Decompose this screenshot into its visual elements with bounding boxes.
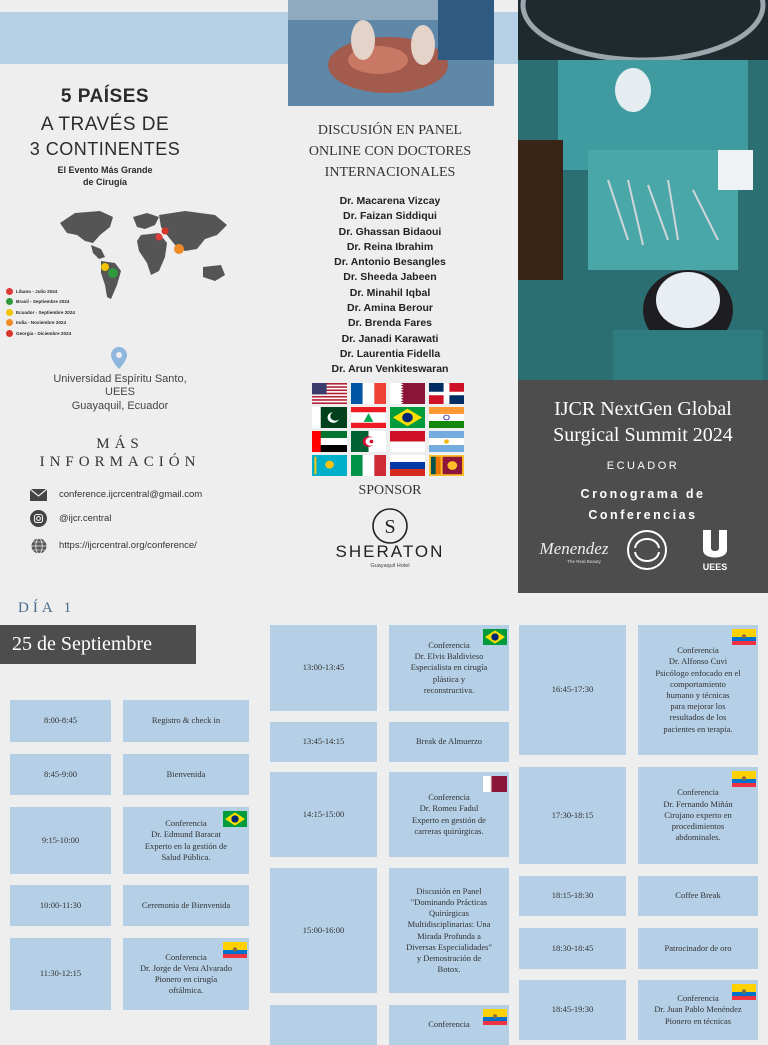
legend-label: Ecuador - Septiembre 2024 (16, 309, 75, 315)
schedule-event-line: y Demostración de (416, 952, 482, 963)
schedule-event-cell (123, 885, 249, 926)
schedule-event-cell (389, 625, 509, 711)
schedule-event-cell (638, 767, 758, 864)
legend-flag-icon (6, 330, 13, 337)
doctor-name: Dr. Antonio Besangles (334, 256, 446, 269)
menendez-logo-text: Menendez (539, 539, 609, 558)
legend-item (6, 286, 116, 297)
schedule-event-line: Ceremonia de Bienvenida (141, 899, 231, 910)
schedule-event-line: Cirujano experto en (664, 809, 732, 820)
tagline-line-2: de Cirugía (82, 177, 127, 187)
address-line-2: UEES (105, 386, 135, 398)
flag-ecuador-icon (483, 1009, 507, 1025)
schedule-event-line: Conferencia (165, 951, 207, 962)
schedule-time: 13:00-13:45 (302, 662, 345, 673)
schedule-time-cell (519, 980, 626, 1040)
flag-russia-icon (390, 455, 425, 476)
contact-website-text[interactable]: https://ijcrcentral.org/conference/ (59, 540, 197, 551)
sponsor-subtitle: Guayaquil Hotel (370, 563, 410, 569)
doctor-name: Dr. Reina Ibrahim (346, 240, 434, 253)
flag-qatar-icon (483, 776, 507, 792)
schedule-event-line: Conferencia (677, 787, 719, 798)
schedule-event-line: Dr. Edmund Baracat (151, 829, 221, 840)
schedule-event-line: Botox. (437, 964, 461, 975)
schedule-time-cell (10, 807, 111, 874)
flag-italy-icon (351, 455, 386, 476)
schedule-event-line: Coffee Break (675, 890, 721, 901)
schedule-event-cell (123, 807, 249, 874)
summit-title (526, 396, 760, 448)
legend-flag-icon (6, 298, 13, 305)
schedule-event-line: Dr. Romeu Fadul (419, 803, 479, 814)
schedule-event-line: Registro & check in (151, 715, 221, 726)
schedule-time-cell (10, 885, 111, 926)
event-legend (6, 286, 116, 339)
summit-country: ECUADOR (606, 460, 680, 472)
panel-discussion-title (290, 120, 490, 183)
schedule-time: 18:30-18:45 (551, 942, 594, 953)
schedule-heading-line-2: Conferencias (588, 508, 698, 522)
flag-ecuador-icon (223, 942, 247, 958)
doctor-name: Dr. Laurentia Fidella (339, 347, 441, 360)
panel-title-line-2: ONLINE CON DOCTORES (308, 144, 472, 159)
schedule-event-line: Conferencia (677, 645, 719, 656)
schedule-event-line: carreras quirúrgicas. (414, 825, 484, 836)
legend-flag-icon (6, 288, 13, 295)
schedule-event-line: Mirada Profunda a (417, 930, 481, 941)
headline-countries: 5 PAÍSES (60, 86, 150, 107)
doctor-name: Dr. Minahil Iqbal (349, 286, 431, 299)
doctor-list (290, 194, 490, 378)
schedule-event-line: Dr. Jorge de Vera Alvarado (140, 962, 232, 973)
schedule-event-line: procedimientos (671, 821, 725, 832)
circles-logo-icon (625, 528, 669, 572)
schedule-event-line: Pionero en técnicas (664, 1015, 732, 1026)
contact-email-text[interactable]: conference.ijcrcentral@gmail.com (59, 489, 203, 500)
schedule-event-line: Conferencia (165, 818, 207, 829)
flag-qatar-icon (390, 383, 425, 404)
schedule-time-cell (270, 868, 377, 993)
schedule-event-line: Conferencia (428, 792, 470, 803)
contact-email[interactable] (30, 487, 202, 502)
schedule-event-line: Especialista en cirugía (410, 662, 488, 673)
legend-label: Libano - Julio 2024 (16, 288, 58, 294)
legend-flag-icon (6, 319, 13, 326)
schedule-event-cell (638, 625, 758, 755)
legend-label: Georgia - Diciembre 2024 (16, 330, 72, 336)
legend-item (6, 307, 116, 318)
flag-brazil-icon (223, 811, 247, 827)
schedule-time-cell (10, 754, 111, 795)
summit-title-line-1: IJCR NextGen Global (554, 398, 732, 420)
sponsor-label: SPONSOR (358, 483, 422, 498)
flag-argentina-icon (429, 431, 464, 452)
flag-dominican-republic-icon (429, 383, 464, 404)
doctor-name: Dr. Arun Venkiteswaran (331, 363, 449, 376)
doctor-name: Dr. Macarena Vizcay (339, 195, 441, 207)
flag-kazakhstan-icon (312, 455, 347, 476)
schedule-time-cell (519, 876, 626, 916)
schedule-event-line: Patrocinador de oro (664, 942, 732, 953)
schedule-event-cell (638, 876, 758, 916)
schedule-event-line: Dr. Alfonso Cuvi (668, 656, 728, 667)
schedule-time: 15:00-16:00 (302, 924, 345, 935)
legend-item (6, 328, 116, 339)
schedule-event-line: para mejorar los (670, 701, 726, 712)
schedule-time: 18:45-19:30 (551, 1004, 594, 1015)
schedule-event-line: Dr. Elvis Baldivieso (414, 651, 484, 662)
schedule-time-cell (270, 722, 377, 762)
panel-title-line-3: INTERNACIONALES (324, 165, 456, 180)
uees-logo (695, 528, 735, 572)
flag-uae-icon (312, 431, 347, 452)
flag-sri-lanka-icon (429, 455, 464, 476)
doctor-name: Dr. Amina Berour (347, 302, 433, 315)
day-label: DÍA 1 (18, 600, 76, 616)
flag-brazil-icon (483, 629, 507, 645)
schedule-event-line: Conferencia (428, 1019, 470, 1030)
more-info-heading (20, 435, 220, 471)
address-line-1: Universidad Espíritu Santo, (53, 373, 187, 385)
doctor-name: Dr. Faizan Siddiqui (343, 210, 437, 223)
schedule-event-line: Conferencia (428, 639, 470, 650)
sponsor-name: SHERATON (335, 542, 445, 561)
flag-algeria-icon (351, 431, 386, 452)
schedule-event-line: oftálmica. (168, 985, 204, 996)
schedule-event-line: Dr. Juan Pablo Menéndez (654, 1004, 742, 1015)
flag-indonesia-icon (390, 431, 425, 452)
schedule-event-line: pacientes en terapia. (663, 723, 733, 734)
schedule-event-cell (389, 772, 509, 857)
schedule-event-line: Psicólogo enfocado en el (655, 667, 741, 678)
schedule-event-line: plástica y (432, 673, 466, 684)
headline-continents: 3 CONTINENTES (29, 139, 181, 159)
menendez-logo (532, 530, 616, 570)
flag-lebanon-icon (351, 407, 386, 428)
tagline-line-1: El Evento Más Grande (57, 165, 153, 175)
doctor-name: Dr. Sheeda Jabeen (343, 271, 437, 284)
schedule-event-line: "Dominando Prácticas (410, 896, 488, 907)
schedule-time: 8:00-8:45 (43, 715, 78, 726)
mail-icon (30, 487, 47, 502)
schedule-time: 16:45-17:30 (551, 684, 594, 695)
schedule-time-cell (519, 767, 626, 864)
schedule-time: 17:30-18:15 (551, 809, 594, 820)
doctor-name: Dr. Janadi Karawati (341, 332, 439, 345)
uees-logo-text: UEES (702, 562, 728, 572)
svg-text:S: S (384, 516, 396, 538)
schedule-time: 9:15-10:00 (41, 834, 80, 845)
schedule-event-line: humano y técnicas (666, 690, 730, 700)
schedule-time: 18:15-18:30 (551, 890, 594, 901)
flag-brazil-icon (390, 407, 425, 428)
schedule-time-cell (270, 625, 377, 711)
panel-title-line-1: DISCUSIÓN EN PANEL (317, 123, 463, 138)
menendez-logo-subtext: The Real Beauty (567, 559, 601, 564)
schedule-event-line: Pionero en cirugía (154, 974, 218, 984)
more-info-line-1: MÁS (96, 436, 144, 452)
schedule-heading-line-1: Cronograma de (580, 487, 706, 501)
legend-label: India - Noviembre 2024 (16, 320, 67, 326)
schedule-event-cell (389, 868, 509, 993)
country-flags-grid (312, 383, 464, 476)
schedule-event-line: Dr. Fernando Miñán (663, 798, 733, 809)
flag-ecuador-icon (732, 771, 756, 787)
schedule-time-cell (10, 700, 111, 742)
contact-instagram[interactable] (30, 511, 111, 526)
schedule-time-cell (519, 928, 626, 969)
schedule-event-line: Salud Pública. (161, 851, 211, 862)
location-pin-icon (111, 347, 127, 369)
schedule-event-line: Break de Almuerzo (415, 736, 483, 747)
schedule-time-cell (519, 625, 626, 755)
more-info-line-2: INFORMACIÓN (39, 454, 201, 470)
instagram-icon (30, 511, 47, 526)
schedule-event-line: abdominales. (675, 832, 721, 843)
contact-website[interactable] (30, 538, 197, 553)
schedule-event-line: reconstructiva. (423, 684, 475, 695)
flag-pakistan-icon (312, 407, 347, 428)
sheraton-logo-icon (371, 507, 409, 545)
schedule-event-line: Discusión en Panel (416, 885, 482, 896)
schedule-time-cell (10, 938, 111, 1010)
globe-icon (30, 538, 47, 553)
schedule-event-cell (638, 928, 758, 969)
schedule-time-cell (270, 1005, 377, 1045)
doctor-name: Dr. Ghassan Bidaoui (338, 225, 442, 238)
legend-item (6, 297, 116, 308)
schedule-event-line: resultados de los (669, 712, 727, 723)
headline-across: A TRAVÉS DE (40, 114, 170, 135)
schedule-time: 11:30-12:15 (39, 968, 82, 979)
schedule-time: 13:45-14:15 (302, 736, 345, 747)
schedule-event-line: Multidisciplinarias: Una (407, 919, 491, 930)
legend-item (6, 318, 116, 329)
schedule-event-line: Bienvenida (166, 768, 206, 779)
schedule-event-cell (638, 980, 758, 1040)
schedule-event-line: Quirúrgicas (429, 908, 469, 919)
legend-flag-icon (6, 309, 13, 316)
flag-ecuador-icon (732, 629, 756, 645)
schedule-time: 14:15-15:00 (302, 808, 345, 819)
flag-usa-icon (312, 383, 347, 404)
schedule-event-cell (123, 754, 249, 795)
schedule-heading (526, 484, 760, 526)
doctor-name: Dr. Brenda Fares (347, 317, 433, 330)
schedule-event-line: comportamiento (670, 678, 726, 689)
summit-title-line-2: Surgical Summit 2024 (553, 424, 733, 446)
schedule-event-line: Experto en gestión de (412, 814, 486, 825)
schedule-event-cell (123, 700, 249, 742)
decorative-band (0, 12, 290, 64)
schedule-event-cell (389, 722, 509, 762)
schedule-time-cell (270, 772, 377, 857)
schedule-event-line: Experto en la gestión de (144, 840, 228, 851)
address-line-3: Guayaquil, Ecuador (71, 400, 169, 412)
operating-room-photo (518, 0, 768, 380)
schedule-event-cell (123, 938, 249, 1010)
schedule-date: 25 de Septiembre (0, 625, 196, 664)
flag-ecuador-icon (732, 984, 756, 1000)
legend-label: Brasil - Septiembre 2024 (16, 299, 70, 305)
flag-france-icon (351, 383, 386, 404)
surgery-photo-circle (288, 0, 494, 106)
schedule-event-cell (389, 1005, 509, 1045)
schedule-event-line: Diversas Especialidades" (406, 941, 492, 952)
schedule-event-line: Conferencia (677, 993, 719, 1004)
flag-india-icon (429, 407, 464, 428)
schedule-time: 10:00-11:30 (39, 899, 82, 910)
contact-instagram-text[interactable]: @ijcr.central (59, 513, 112, 524)
schedule-time: 8:45-9:00 (43, 768, 78, 779)
